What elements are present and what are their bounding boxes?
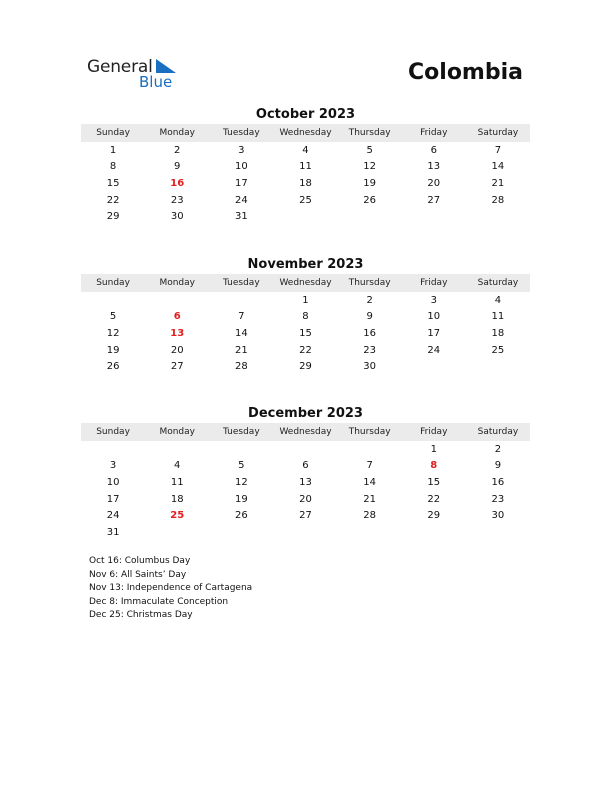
month-december [81, 405, 530, 541]
day-cell: 28 [491, 194, 505, 206]
weekday-label: Friday [420, 278, 448, 288]
day-cell: 8 [109, 161, 117, 173]
month-title: October 2023 [255, 107, 356, 122]
day-cell: 30 [491, 510, 505, 522]
day-cell: 3 [430, 294, 437, 306]
day-cell: 6 [173, 311, 181, 323]
day-cell: 25 [170, 510, 185, 522]
day-cell: 19 [363, 177, 376, 189]
day-cell: 23 [491, 493, 505, 505]
day-cell: 10 [427, 311, 441, 323]
day-cell: 6 [430, 144, 437, 156]
day-cell: 8 [302, 311, 309, 323]
weekday-label: Saturday [477, 128, 519, 138]
holiday-list [89, 555, 252, 623]
week-row [81, 192, 530, 209]
holiday-entry: Dec 8: Immaculate Conception [89, 596, 229, 607]
week-row [81, 325, 530, 342]
day-cell: 21 [234, 344, 248, 356]
day-cell: 25 [299, 194, 312, 206]
day-cell: 16 [170, 177, 185, 189]
day-cell: 29 [106, 211, 120, 223]
day-cell: 20 [427, 177, 441, 189]
day-cell: 1 [302, 294, 309, 306]
day-cell: 30 [170, 211, 184, 223]
generalblue-logo [87, 57, 187, 91]
weekday-header [81, 423, 530, 441]
day-cell: 24 [106, 510, 120, 522]
day-cell: 28 [234, 361, 248, 373]
day-cell: 10 [234, 161, 248, 173]
day-cell: 15 [299, 327, 312, 339]
day-cell: 12 [363, 161, 376, 173]
holiday-entry: Oct 16: Columbus Day [89, 556, 191, 566]
day-cell: 23 [170, 194, 184, 206]
weekday-label: Friday [420, 427, 448, 437]
day-cell: 18 [299, 177, 312, 189]
day-cell: 5 [109, 311, 117, 323]
logo-flag-icon [156, 59, 176, 73]
day-cell: 28 [363, 510, 376, 522]
day-cell: 14 [491, 161, 505, 173]
day-cell: 2 [174, 144, 181, 156]
week-row [81, 175, 530, 192]
day-cell: 13 [299, 476, 312, 488]
day-cell: 4 [302, 144, 309, 156]
day-cell: 7 [494, 144, 502, 156]
day-cell: 18 [170, 493, 184, 505]
month-november [81, 256, 530, 375]
logo-general-text: General [87, 57, 153, 77]
day-cell: 11 [170, 476, 184, 488]
week-row [81, 142, 530, 159]
day-cell: 7 [366, 460, 373, 472]
day-cell: 21 [491, 177, 505, 189]
day-cell: 2 [494, 443, 502, 455]
day-cell: 5 [238, 460, 245, 472]
weekday-label: Monday [159, 427, 195, 437]
day-cell: 17 [234, 177, 248, 189]
weekday-label: Sunday [96, 128, 130, 138]
weekday-label: Wednesday [279, 427, 332, 437]
day-cell: 9 [174, 161, 181, 173]
weekday-label: Monday [159, 128, 195, 138]
day-cell: 9 [366, 311, 373, 323]
day-cell: 26 [106, 361, 120, 373]
holiday-entry: Dec 25: Christmas Day [89, 610, 193, 621]
day-cell: 11 [491, 311, 505, 323]
day-cell: 20 [299, 493, 312, 505]
weekday-label: Saturday [477, 427, 519, 437]
day-cell: 14 [234, 327, 248, 339]
day-cell: 9 [494, 460, 502, 472]
weekday-header [81, 274, 530, 292]
day-cell: 29 [299, 361, 312, 373]
weekday-label: Thursday [348, 278, 391, 288]
month-title: December 2023 [248, 406, 363, 421]
day-cell: 22 [106, 194, 120, 206]
weekday-label: Thursday [348, 128, 391, 138]
day-cell: 15 [427, 476, 441, 488]
day-cell: 14 [363, 476, 376, 488]
day-cell: 24 [234, 194, 248, 206]
day-cell: 4 [494, 294, 502, 306]
weekday-label: Tuesday [223, 128, 260, 138]
week-row [81, 441, 530, 458]
day-cell: 17 [106, 493, 120, 505]
day-cell: 19 [234, 493, 248, 505]
day-cell: 5 [366, 144, 373, 156]
day-cell: 22 [427, 493, 441, 505]
weekday-label: Tuesday [223, 278, 260, 288]
logo-blue-text: Blue [139, 73, 173, 91]
day-cell: 4 [174, 460, 181, 472]
day-cell: 18 [491, 327, 505, 339]
week-row [81, 458, 530, 475]
day-cell: 2 [366, 294, 373, 306]
weekday-label: Wednesday [279, 128, 332, 138]
day-cell: 26 [234, 510, 248, 522]
day-cell: 12 [234, 476, 248, 488]
day-cell: 10 [106, 476, 120, 488]
month-title: November 2023 [247, 257, 364, 272]
day-cell: 8 [430, 460, 438, 472]
day-cell: 20 [170, 344, 184, 356]
day-cell: 23 [363, 344, 376, 356]
country-title: Colombia [408, 60, 523, 85]
weekday-label: Tuesday [223, 427, 260, 437]
day-cell: 12 [106, 327, 120, 339]
day-cell: 21 [363, 493, 376, 505]
day-cell: 19 [106, 344, 120, 356]
day-cell: 27 [427, 194, 441, 206]
day-cell: 27 [299, 510, 312, 522]
week-row [81, 358, 530, 375]
week-row [81, 491, 530, 508]
week-row [81, 474, 530, 491]
weekday-label: Monday [159, 278, 195, 288]
day-cell: 31 [234, 211, 248, 223]
week-row [81, 159, 530, 176]
day-cell: 16 [363, 327, 376, 339]
day-cell: 11 [299, 161, 312, 173]
day-cell: 26 [363, 194, 376, 206]
day-cell: 29 [427, 510, 441, 522]
day-cell: 13 [427, 161, 441, 173]
day-cell: 22 [299, 344, 312, 356]
month-october [81, 106, 530, 225]
weekday-label: Sunday [96, 278, 130, 288]
week-row [81, 309, 530, 326]
weekday-label: Wednesday [279, 278, 332, 288]
week-row [81, 208, 530, 225]
day-cell: 30 [363, 361, 376, 373]
week-row [81, 342, 530, 359]
day-cell: 25 [491, 344, 505, 356]
day-cell: 7 [238, 311, 245, 323]
day-cell: 17 [427, 327, 441, 339]
day-cell: 13 [170, 327, 185, 339]
week-row [81, 524, 530, 541]
holiday-entry: Nov 6: All Saints’ Day [89, 569, 187, 580]
day-cell: 16 [491, 476, 505, 488]
day-cell: 15 [106, 177, 120, 189]
weekday-label: Sunday [96, 427, 130, 437]
day-cell: 6 [302, 460, 309, 472]
day-cell: 27 [170, 361, 184, 373]
weekday-label: Thursday [348, 427, 391, 437]
day-cell: 1 [430, 443, 437, 455]
day-cell: 3 [238, 144, 245, 156]
day-cell: 31 [106, 526, 120, 538]
day-cell: 24 [427, 344, 441, 356]
weekday-label: Friday [420, 128, 448, 138]
week-row [81, 507, 530, 524]
week-row [81, 292, 530, 309]
holiday-entry: Nov 13: Independence of Cartagena [89, 583, 253, 594]
day-cell: 3 [109, 460, 117, 472]
day-cell: 1 [109, 144, 117, 156]
weekday-header [81, 124, 530, 142]
weekday-label: Saturday [477, 278, 519, 288]
